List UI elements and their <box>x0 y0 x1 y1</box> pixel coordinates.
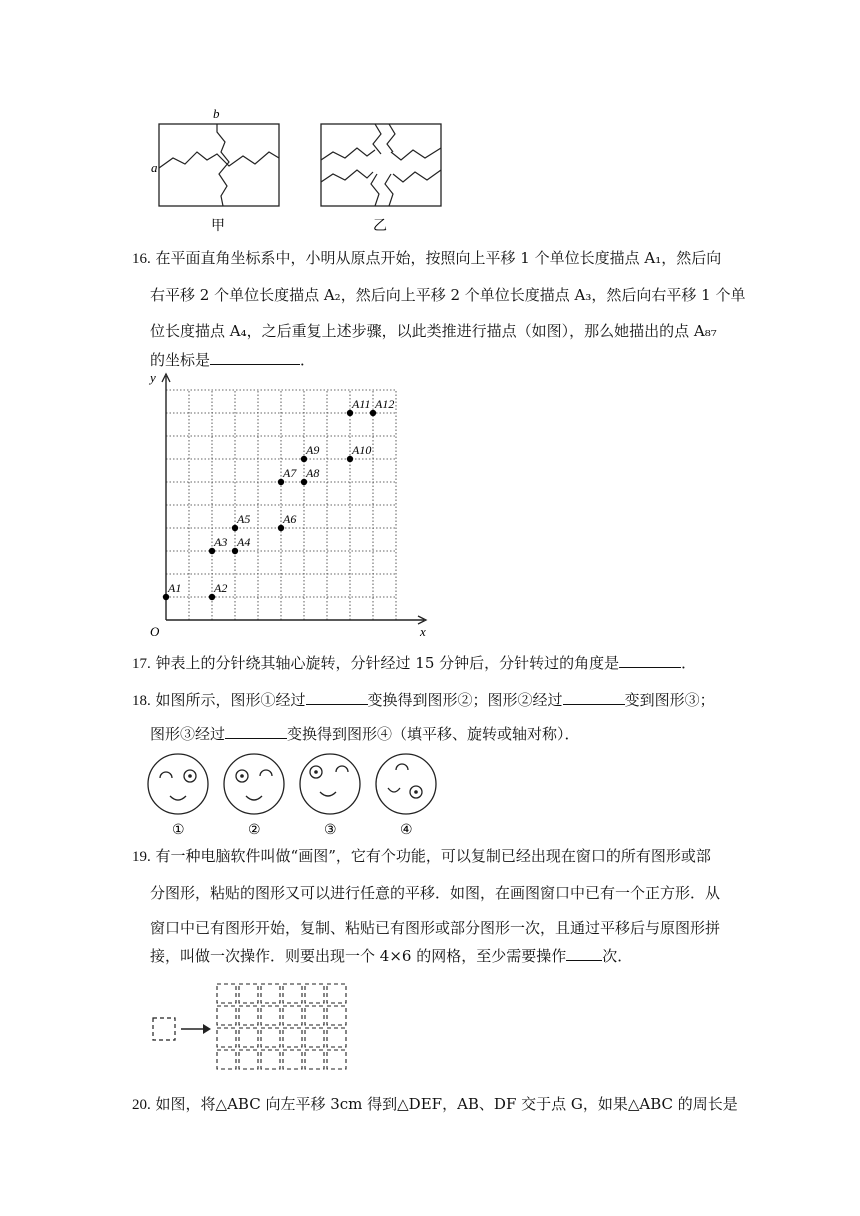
grid-cell <box>261 984 280 1003</box>
q18-blank-3[interactable] <box>225 722 287 739</box>
coordinate-graph-svg <box>140 368 440 643</box>
face-caption-2: ② <box>248 823 261 838</box>
q19-line2: 分图形，粘贴的图形又可以进行任意的平移．如图，在画图窗口中已有一个正方形．从 <box>150 884 721 902</box>
q18-text-a: 如图所示，图形①经过 <box>155 691 306 709</box>
point-label-a7: A7 <box>283 466 297 480</box>
point-label-a8: A8 <box>306 466 320 480</box>
figure-15 <box>145 100 455 240</box>
grid-cell <box>327 984 346 1003</box>
q18-text-b: 变换得到图形②；图形②经过 <box>367 691 563 709</box>
paint-grid-figure <box>145 978 365 1078</box>
q17-end: ． <box>681 654 697 672</box>
point-label-a9: A9 <box>306 443 320 457</box>
grid-cell <box>217 984 236 1003</box>
point-label-a1: A1 <box>168 581 182 595</box>
q18-line2 <box>150 722 580 744</box>
figure-15-drawing <box>145 100 455 240</box>
grid-cell <box>305 1006 324 1025</box>
q17-answer-blank[interactable] <box>619 651 681 668</box>
q18-number: 18. <box>132 693 151 709</box>
face-4 <box>376 754 436 814</box>
grid-cell <box>327 1050 346 1069</box>
face-caption-4: ④ <box>400 823 413 838</box>
q19-text-line1: 有一种电脑软件叫做“画图”，它有个功能，可以复制已经出现在窗口的所有图形或部 <box>155 847 711 865</box>
x-axis-label: x <box>420 624 426 639</box>
grid-cell <box>305 1050 324 1069</box>
q18-line1 <box>132 688 715 711</box>
grid-cell <box>283 1028 302 1047</box>
q19-number: 19. <box>132 849 151 865</box>
y-axis-label: y <box>150 370 156 385</box>
q19-answer-blank[interactable] <box>566 944 602 961</box>
q18-blank-2[interactable] <box>563 688 625 705</box>
plotted-points <box>163 397 395 600</box>
faces-figure <box>140 748 450 840</box>
grid-lines <box>166 390 396 620</box>
q18-text-c: 变到图形③； <box>624 691 715 709</box>
q18-text-e: 变换得到图形④（填平移、旋转或轴对称）． <box>287 725 580 743</box>
point-label-a2: A2 <box>214 581 228 595</box>
q17-line <box>132 651 696 674</box>
origin-label: O <box>150 624 160 639</box>
face-caption-1: ① <box>172 823 185 838</box>
q19-line4-pre: 接，叫做一次操作．则要出现一个 4×6 的网格，至少需要操作 <box>150 947 567 965</box>
caption-yi: 乙 <box>373 219 387 234</box>
grid-cell <box>217 1028 236 1047</box>
q16-line4-post: ． <box>300 351 316 369</box>
target-grid-4x6 <box>217 984 346 1069</box>
q20-number: 20. <box>132 1097 151 1113</box>
grid-cell <box>217 1006 236 1025</box>
q16-line1 <box>132 248 721 269</box>
grid-cell <box>283 984 302 1003</box>
point-label-a3: A3 <box>214 535 228 549</box>
q20-line <box>132 1094 738 1115</box>
q17-number: 17. <box>132 656 151 672</box>
q16-line2: 右平移 2 个单位长度描点 A₂，然后向上平移 2 个单位长度描点 A₃，然后向右平移 1 个单 <box>150 286 746 304</box>
q19-line3: 窗口中已有图形开始，复制、粘贴已有图形或部分图形一次，且通过平移后与原图形拼 <box>150 919 721 937</box>
q16-line4 <box>150 348 315 370</box>
coordinate-graph <box>140 368 440 643</box>
point-label-a10: A10 <box>352 443 372 457</box>
point-label-a5: A5 <box>237 512 251 526</box>
grid-cell <box>239 1050 258 1069</box>
grid-cell <box>239 1028 258 1047</box>
grid-cell <box>261 1028 280 1047</box>
face-2 <box>224 754 284 814</box>
point-label-a11: A11 <box>352 397 371 411</box>
label-a: a <box>151 160 158 175</box>
label-b: b <box>213 106 220 121</box>
q17-text: 钟表上的分针绕其轴心旋转，分针经过 15 分钟后，分针转过的角度是 <box>155 654 620 672</box>
q19-line4 <box>150 944 632 966</box>
grid-cell <box>305 984 324 1003</box>
point-label-a6: A6 <box>283 512 297 526</box>
grid-cell <box>327 1028 346 1047</box>
grid-cell <box>261 1006 280 1025</box>
point-label-a4: A4 <box>237 535 251 549</box>
q16-answer-blank[interactable] <box>210 348 300 365</box>
grid-cell <box>305 1028 324 1047</box>
grid-cell <box>327 1006 346 1025</box>
faces-svg <box>140 748 450 840</box>
face-1 <box>148 754 208 814</box>
grid-cell <box>261 1050 280 1069</box>
q16-line3: 位长度描点 A₄，之后重复上述步骤，以此类推进行描点（如图），那么她描出的点 A₈₇ <box>150 322 717 340</box>
face-caption-3: ③ <box>324 823 337 838</box>
paint-grid-svg <box>145 978 365 1078</box>
point-label-a12: A12 <box>375 397 395 411</box>
grid-cell <box>283 1050 302 1069</box>
q19-line1 <box>132 846 711 867</box>
q18-text-d: 图形③经过 <box>150 725 226 743</box>
caption-jia: 甲 <box>211 219 225 234</box>
q18-blank-1[interactable] <box>306 688 368 705</box>
grid-cell <box>217 1050 236 1069</box>
grid-cell <box>283 1006 302 1025</box>
grid-cell <box>239 984 258 1003</box>
face-3 <box>300 754 360 814</box>
q16-number: 16. <box>132 251 151 267</box>
q16-line4-pre: 的坐标是 <box>150 351 211 369</box>
single-square <box>153 1018 175 1040</box>
arrow-right-icon <box>203 1024 211 1034</box>
q16-text-line1: 在平面直角坐标系中，小明从原点开始，按照向上平移 1 个单位长度描点 A₁，然后向 <box>155 249 722 267</box>
grid-cell <box>239 1006 258 1025</box>
q19-line4-post: 次． <box>602 947 633 965</box>
q20-text: 如图，将△ABC 向左平移 3cm 得到△DEF，AB、DF 交于点 G，如果△ABC 的周长是 <box>155 1095 738 1113</box>
